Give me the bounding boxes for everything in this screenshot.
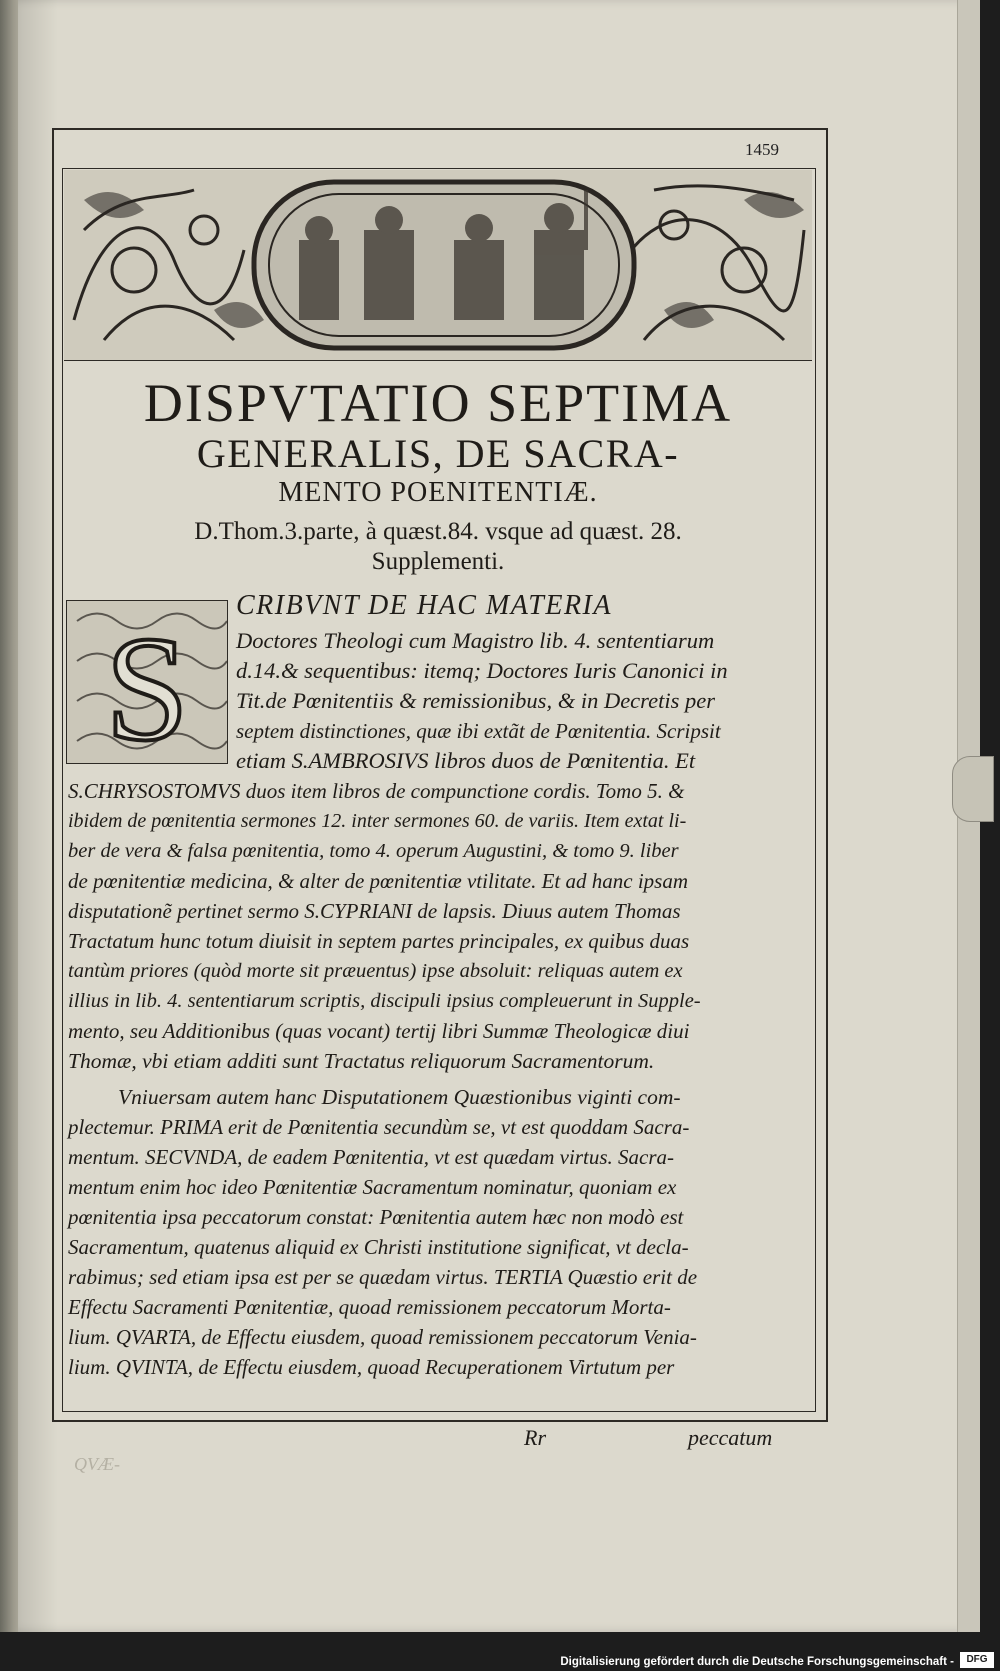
bleedthrough-text <box>74 1454 814 1478</box>
text-line: plectemur. PRIMA erit de Pœnitentia secundùm se, vt est quoddam Sacra- <box>68 1115 690 1139</box>
text-line: lium. QVARTA, de Effectu eiusdem, quoad remissionem peccatorum Venia- <box>68 1325 697 1349</box>
text-line: rabimus; sed etiam ipsa est per se quædam virtus. TERTIA Quæstio erit de <box>68 1265 698 1289</box>
text-line: Doctores Theologi cum Magistro lib. 4. sententiarum <box>236 628 715 653</box>
text-line: S.CHRYSOSTOMVS duos item libros de compunctione cordis. Tomo 5. & <box>68 779 685 803</box>
text-line: pœnitentia ipsa peccatorum constat: Pœnitentia autem hæc non modò est <box>68 1205 684 1229</box>
text-line: Sacramentum, quatenus aliquid ex Christi institutione significat, vt decla- <box>68 1235 689 1259</box>
bleedthrough-word: QVÆ- <box>74 1454 120 1474</box>
text-line: mentum enim hoc ideo Pœnitentiæ Sacramentum nominatur, quoniam ex <box>68 1175 677 1199</box>
text-line: Effectu Sacramenti Pœnitentiæ, quoad remissionem peccatorum Morta- <box>68 1295 671 1319</box>
text-line: ibidem de pœnitentia sermones 12. inter sermones 60. de variis. Item extat li- <box>68 810 687 832</box>
text-line: septem distinctiones, quæ ibi extãt de Pœnitentia. Scripsit <box>236 719 721 743</box>
text-line: Tractatum hunc totum diuisit in septem partes principales, ex quibus duas <box>68 929 690 953</box>
catchword: peccatum <box>688 1425 773 1450</box>
text-line: Vniuersam autem hanc Disputationem Quæstionibus viginti com- <box>118 1085 681 1109</box>
text-line: illius in lib. 4. sententiarum scriptis, discipuli ipsius compleuerunt in Supple- <box>68 990 701 1012</box>
svg-text:S: S <box>105 606 189 763</box>
page-number: 1459 <box>745 140 779 159</box>
text-line: ber de vera & falsa pœnitentia, tomo 4. operum Augustini, & tomo 9. liber <box>68 840 679 862</box>
signature-mark: Rr <box>524 1425 546 1450</box>
title-line-3: MENTO POENITENTIÆ. <box>278 477 598 508</box>
text-line: Thomæ, vbi etiam additi sunt Tractatus reliquorum Sacramentorum. <box>68 1049 655 1073</box>
text-line: mento, seu Additionibus (quas vocant) tertij libri Summæ Theologicæ diui <box>68 1019 690 1043</box>
text-line: lium. QVINTA, de Effectu eiusdem, quoad Recuperationem Virtutum per <box>68 1355 675 1379</box>
text-line: etiam S.AMBROSIVS libros duos de Pœnitentia. Et <box>236 748 696 773</box>
title-line-2: GENERALIS, DE SACRA- <box>196 431 680 476</box>
page-clip <box>952 756 994 822</box>
decorated-initial-s <box>66 600 228 764</box>
text-line: tantùm priores (quòd morte sit præuentus) ipse absoluit: reliquas autem ex <box>68 960 683 982</box>
text-line: d.14.& sequentibus: itemq; Doctores Iuris Canonici in <box>236 658 728 683</box>
credit-text: Digitalisierung gefördert durch die Deutsche Forschungsgemeinschaft - <box>560 1656 954 1668</box>
text-line: CRIBVNT DE HAC MATERIA <box>236 590 612 621</box>
reference-line-2: Supplementi. <box>371 548 505 575</box>
text-line: mentum. SECVNDA, de eadem Pœnitentia, vt est quædam virtus. Sacra- <box>68 1145 674 1169</box>
title-line-1: DISPVTATIO SEPTIMA <box>143 373 733 433</box>
reference-line: D.Thom.3.parte, à quæst.84. vsque ad quæst. 28. <box>194 518 682 545</box>
dfg-logo: DFG <box>960 1652 994 1668</box>
text-line: disputationẽ pertinet sermo S.CYPRIANI de lapsis. Diuus autem Thomas <box>68 899 681 923</box>
text-line: Tit.de Pœnitentiis & remissionibus, & in Decretis per <box>236 688 715 713</box>
title-block <box>64 375 812 577</box>
ornamental-headpiece <box>64 170 812 361</box>
text-line: de pœnitentiæ medicina, & alter de pœnitentiæ vtilitate. Et ad hanc ipsam <box>68 869 689 893</box>
